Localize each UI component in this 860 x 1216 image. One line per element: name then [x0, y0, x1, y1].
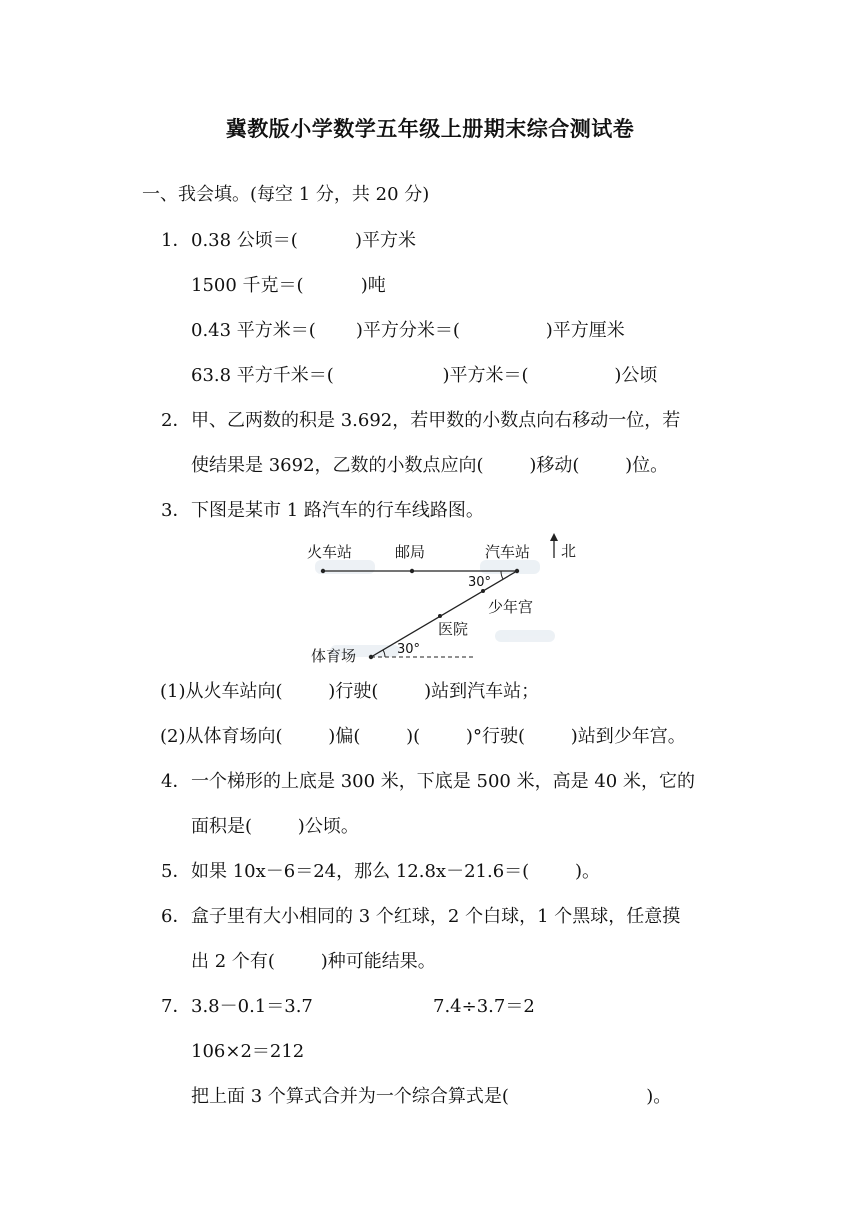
question-number: 7． — [161, 996, 191, 1017]
label-post-office: 邮局 — [395, 543, 426, 561]
hospital-dot — [438, 614, 442, 618]
label-angle-top: 30° — [468, 575, 492, 590]
section-heading: 一、我会填。(每空 1 分，共 20 分) — [142, 184, 430, 205]
question-3-sub-2: (2)从体育场向( )偏( )( )°行驶( )站到少年宫。 — [160, 726, 686, 747]
question-number: 3． — [161, 500, 191, 521]
label-angle-bottom: 30° — [397, 642, 421, 657]
question-2-line-1: 甲、乙两数的积是 3.692，若甲数的小数点向右移动一位，若 — [191, 410, 681, 431]
label-north: 北 — [561, 542, 577, 560]
equation-1: 3.8－0.1＝3.7 — [191, 996, 313, 1017]
question-2-line-2: 使结果是 3692，乙数的小数点应向( )移动( )位。 — [191, 455, 669, 476]
post-office-dot — [410, 569, 414, 573]
equation-3: 106×2＝212 — [191, 1041, 305, 1062]
train-station-dot — [321, 569, 325, 573]
question-4-line-1: 一个梯形的上底是 300 米，下底是 500 米，高是 40 米，它的 — [191, 771, 695, 792]
label-train-station: 火车站 — [307, 543, 353, 561]
question-1-line-4: 63.8 平方千米＝( )平方米＝( )公顷 — [191, 365, 658, 386]
question-number: 2． — [161, 410, 191, 431]
label-stadium: 体育场 — [311, 647, 357, 665]
label-hospital: 医院 — [438, 620, 469, 638]
question-7-line-4: 把上面 3 个算式合并为一个综合算式是( )。 — [191, 1086, 672, 1107]
question-3-line-1: 下图是某市 1 路汽车的行车线路图。 — [191, 500, 484, 521]
question-number: 6． — [161, 906, 191, 927]
question-6-line-1: 盒子里有大小相同的 3 个红球，2 个白球，1 个黑球，任意摸 — [191, 906, 681, 927]
question-1-line-1: 0.38 公顷＝( )平方米 — [191, 230, 417, 251]
label-bus-station: 汽车站 — [485, 543, 531, 561]
question-5-line-1: 如果 10x－6＝24，那么 12.8x－21.6＝( )。 — [191, 861, 600, 882]
bus-route-map — [305, 530, 590, 670]
question-number: 4． — [161, 771, 191, 792]
question-3-sub-1: (1)从火车站向( )行驶( )站到汽车站； — [160, 681, 540, 702]
question-6-line-2: 出 2 个有( )种可能结果。 — [191, 951, 436, 972]
equation-2: 7.4÷3.7＝2 — [433, 996, 535, 1017]
question-4-line-2: 面积是( )公顷。 — [191, 816, 359, 837]
north-arrowhead — [550, 533, 558, 541]
label-youth-palace: 少年宫 — [488, 598, 534, 616]
page-title: 冀教版小学数学五年级上册期末综合测试卷 — [225, 117, 635, 141]
question-1-line-3: 0.43 平方米＝( )平方分米＝( )平方厘米 — [191, 320, 625, 341]
question-number: 5． — [161, 861, 191, 882]
question-number: 1． — [161, 230, 191, 251]
question-1-line-2: 1500 千克＝( )吨 — [191, 275, 386, 296]
